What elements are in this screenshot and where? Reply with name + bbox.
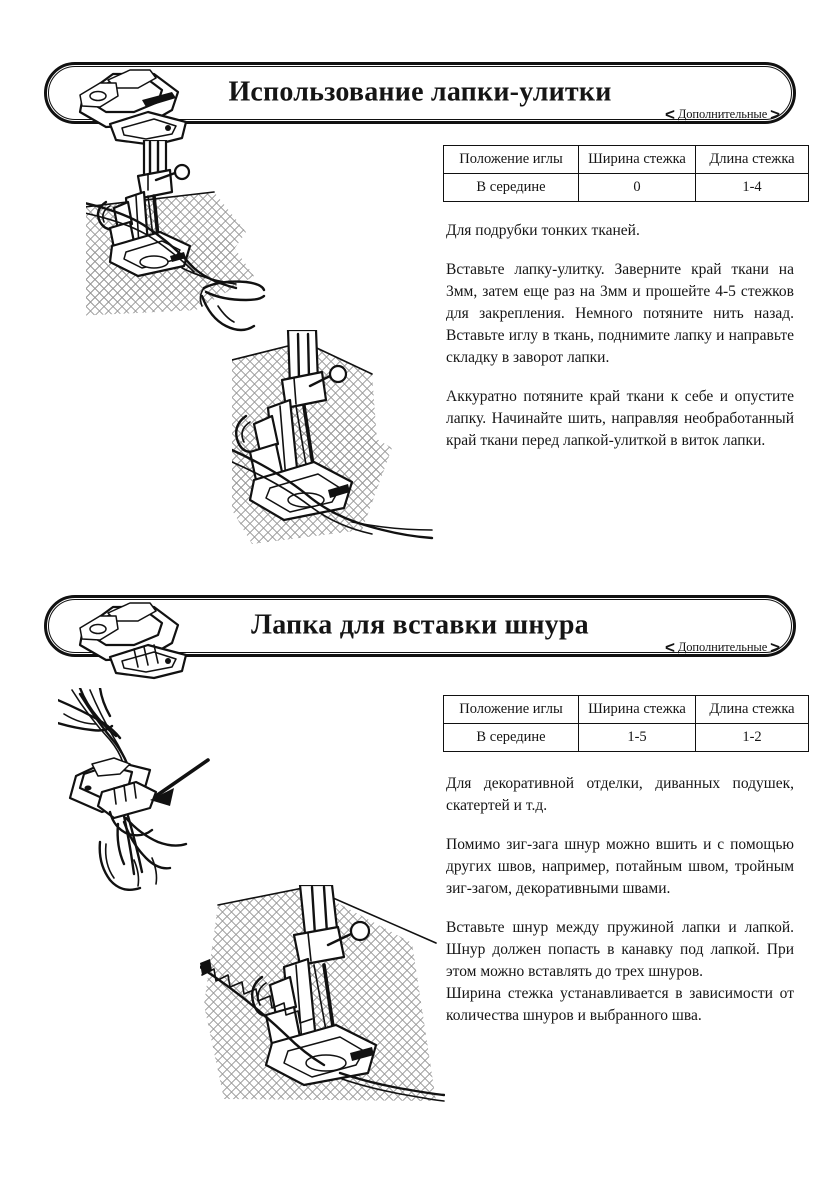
paragraph: Вставьте лапку-улитку. Заверните край ткани на 3мм, затем еще раз на 3мм и прошейте 4-5 стежков для закрепления. Немного потяните нить назад. Вставьте иглу в ткань, поднимите лапку и направьте складку в заворот лапки. <box>446 261 794 366</box>
status-badge <box>665 639 780 656</box>
illustration-hand-threading-cord-into-cording-foot-with-arrow <box>58 688 318 903</box>
section-title: Использование лапки-улитки <box>228 76 612 108</box>
illustration-needle-and-foot-stitching-rolled-hem <box>232 330 452 570</box>
rolled-hem-presser-foot-icon <box>50 52 200 144</box>
table-header-cell: Положение иглы <box>444 696 579 724</box>
table-header-row <box>444 146 809 174</box>
spec-table <box>443 145 809 202</box>
status-badge-label: Дополнительные <box>677 107 768 121</box>
spec-table <box>443 695 809 752</box>
paragraph: Для декоративной отделки, диванных подушек, скатертей и т.д. <box>446 775 794 814</box>
table-cell: 1-5 <box>579 724 696 752</box>
table-header-cell: Длина стежка <box>696 146 809 174</box>
table-header-cell: Длина стежка <box>696 696 809 724</box>
table-row <box>444 174 809 202</box>
paragraph: Для подрубки тонких тканей. <box>446 222 640 239</box>
status-badge-label: Дополнительные <box>677 640 768 654</box>
paragraph: Ширина стежка устанавливается в зависимости от количества шнуров и выбранного шва. <box>446 985 794 1024</box>
cording-presser-foot-icon <box>50 585 200 677</box>
table-row <box>444 724 809 752</box>
table-header-row <box>444 696 809 724</box>
section-body-text <box>446 220 794 452</box>
section-body-text <box>446 773 794 1027</box>
table-header-cell: Положение иглы <box>444 146 579 174</box>
chevron-right-icon: > <box>770 105 780 124</box>
paragraph: Аккуратно потяните край ткани к себе и опустите лапку. Начинайте шить, направляя необработанный край ткани перед лапкой-улиткой в виток лапки. <box>446 388 794 449</box>
paragraph: Помимо зиг-зага шнур можно вшить и с помощью других швов, например, потайным швом, тройным зиг-загом, декоративными швами. <box>446 836 794 897</box>
section-title: Лапка для вставки шнура <box>251 609 589 641</box>
chevron-left-icon: < <box>664 105 675 124</box>
status-badge <box>665 106 780 123</box>
table-cell: В середине <box>444 174 579 202</box>
table-header-cell: Ширина стежка <box>579 146 696 174</box>
table-header-cell: Ширина стежка <box>579 696 696 724</box>
table-cell: 1-2 <box>696 724 809 752</box>
chevron-right-icon: > <box>770 638 780 657</box>
chevron-left-icon: < <box>664 638 675 657</box>
table-cell: В середине <box>444 724 579 752</box>
paragraph: Вставьте шнур между пружиной лапки и лапкой. Шнур должен попасть в канавку под лапкой. При этом можно вставлять до трех шнуров. <box>446 919 794 980</box>
illustration-needle-and-foot-sewing-zigzag-over-cord <box>200 885 445 1130</box>
table-cell: 1-4 <box>696 174 809 202</box>
table-cell: 0 <box>579 174 696 202</box>
illustration-hand-guiding-fabric-into-rolled-hem-foot <box>86 140 386 360</box>
